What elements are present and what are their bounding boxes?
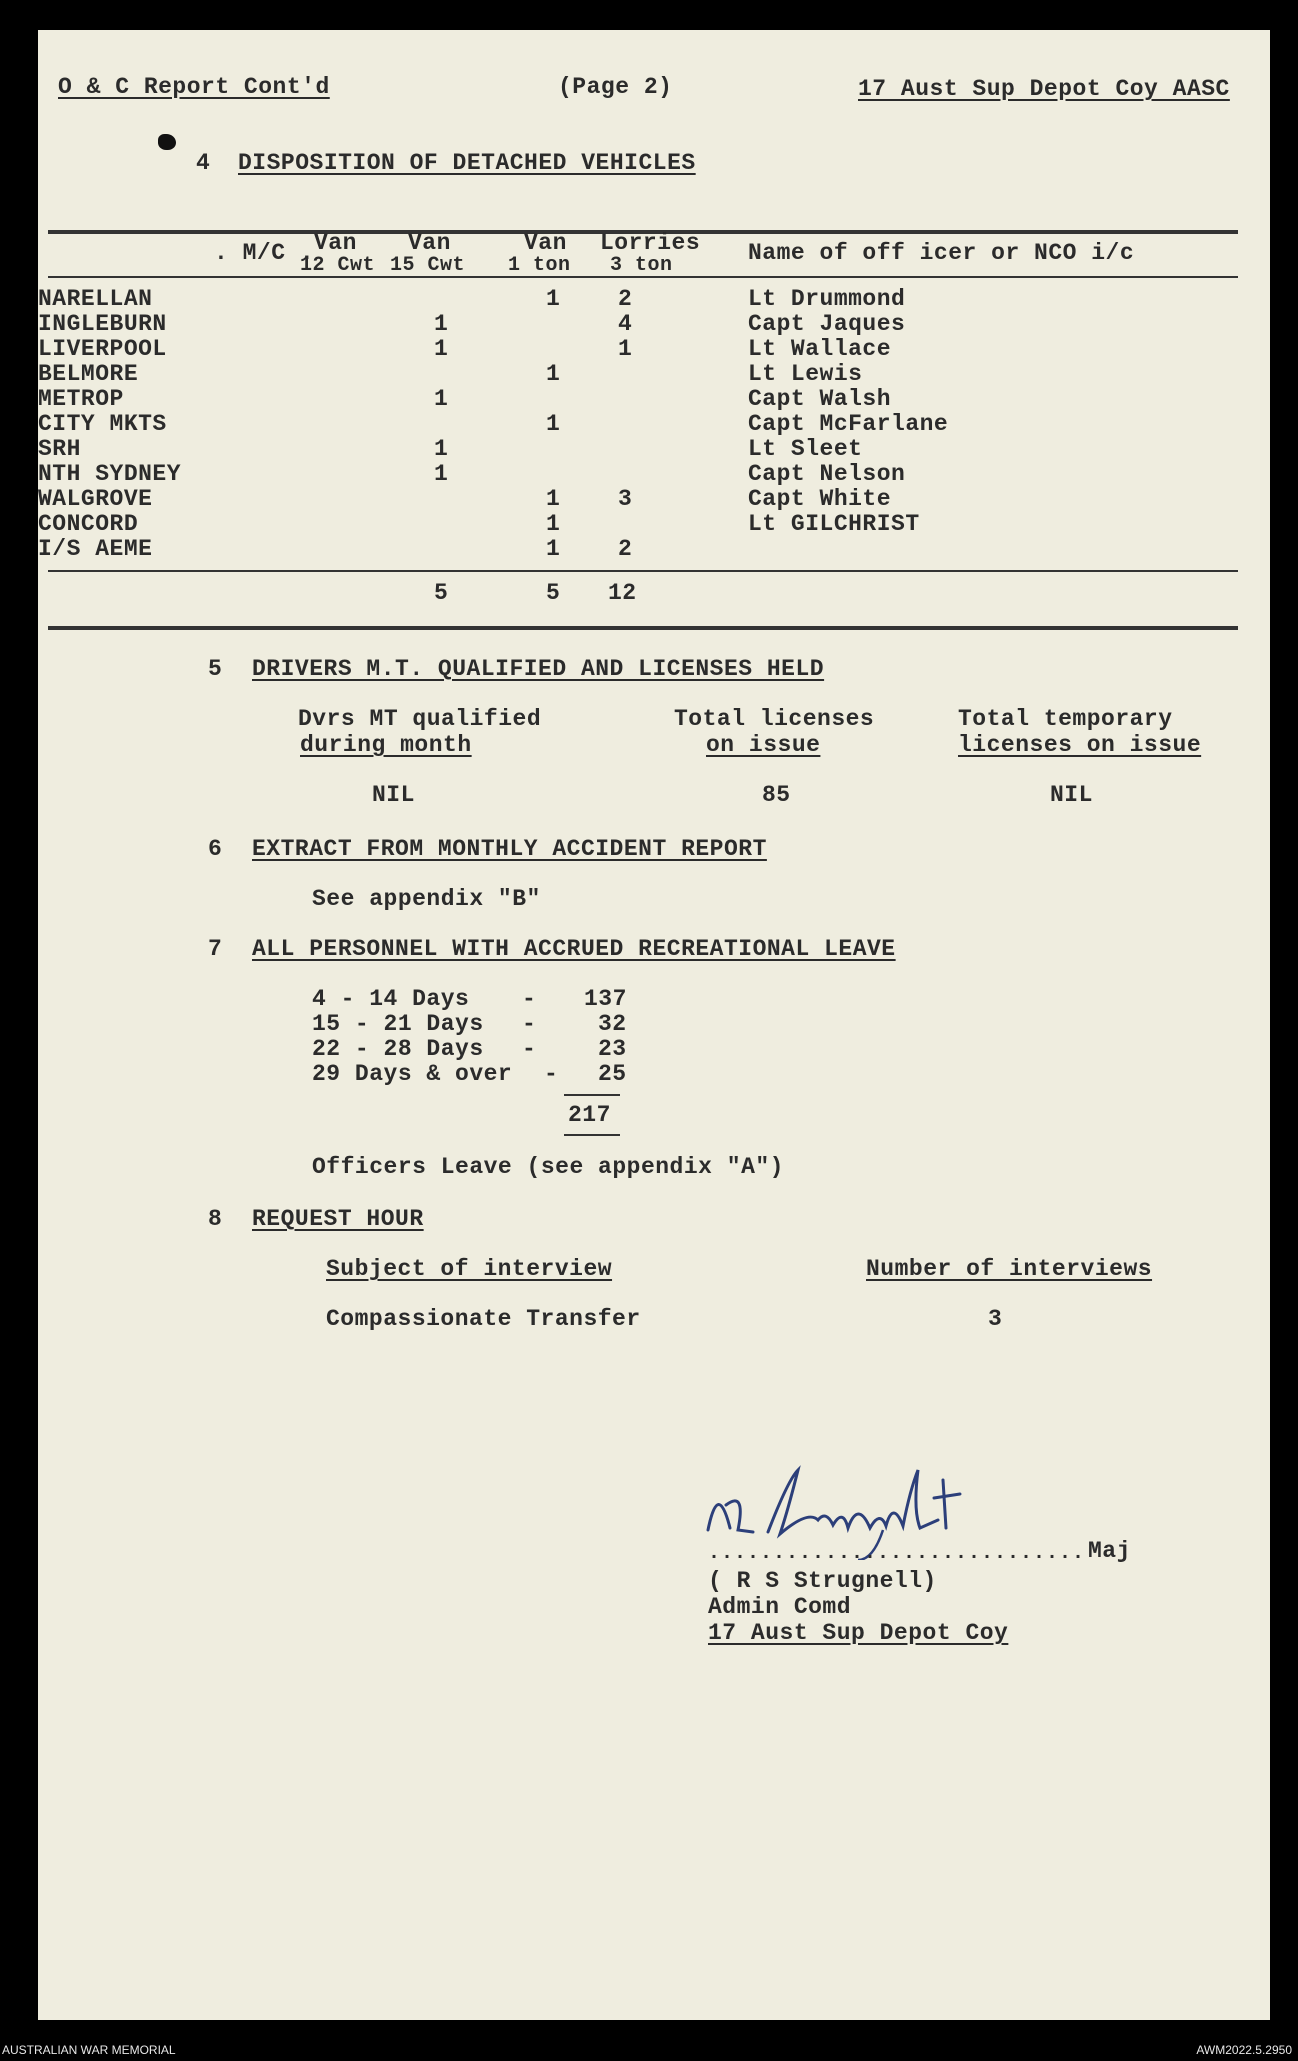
section6-text: See appendix "B" <box>312 886 541 912</box>
archive-reference: AWM2022.5.2950 <box>1196 2043 1292 2057</box>
interview-count-label: Number of interviews <box>866 1256 1153 1282</box>
section7-number: 7 <box>208 936 223 962</box>
row-lorries: 1 <box>618 336 633 362</box>
section7-title: ALL PERSONNEL WITH ACCRUED RECREATIONAL LEAVE <box>252 936 896 962</box>
col-van15-top: Van <box>408 230 451 256</box>
section5-number: 5 <box>208 656 223 682</box>
leave-row-dash: - <box>544 1061 559 1087</box>
archive-credit: AUSTRALIAN WAR MEMORIAL <box>2 2043 176 2057</box>
header-page: (Page 2) <box>558 74 673 100</box>
row-van1: 1 <box>546 511 561 537</box>
col-mc: . M/C . <box>214 240 315 266</box>
drivers-qualified-value: NIL <box>372 782 415 808</box>
row-officer: Lt Sleet <box>748 436 863 462</box>
row-van1: 1 <box>546 411 561 437</box>
section6-title: EXTRACT FROM MONTHLY ACCIDENT REPORT <box>252 836 767 862</box>
row-officer: Capt Nelson <box>748 461 906 487</box>
leave-row-value: 23 <box>598 1036 627 1062</box>
temp-licenses-value: NIL <box>1050 782 1093 808</box>
total-licenses-value: 85 <box>762 782 791 808</box>
document-page <box>38 30 1270 2020</box>
signatory-name: ( R S Strugnell) <box>708 1568 937 1594</box>
row-officer: Capt Walsh <box>748 386 892 412</box>
header-left: O & C Report Cont'd <box>58 74 330 100</box>
total-licenses-label-2: on issue <box>706 732 821 758</box>
row-van1: 1 <box>546 286 561 312</box>
punch-hole-mark <box>158 134 176 150</box>
interview-subject-label: Subject of interview <box>326 1256 613 1282</box>
header-unit: 17 Aust Sup Depot Coy AASC <box>858 76 1230 102</box>
row-officer: Capt White <box>748 486 892 512</box>
row-lorries: 2 <box>618 286 633 312</box>
section4-title: DISPOSITION OF DETACHED VEHICLES <box>238 150 696 176</box>
leave-row-dash: - <box>522 986 537 1012</box>
section8-number: 8 <box>208 1206 223 1232</box>
col-van1-top: Van <box>524 230 567 256</box>
col-van12-top: Van <box>314 230 357 256</box>
row-location: CONCORD <box>38 511 139 537</box>
leave-row-label: 15 - 21 Days <box>312 1011 484 1037</box>
row-van15: 1 <box>434 311 449 337</box>
total-licenses-label: Total licenses <box>674 706 875 732</box>
signature-rank: Maj <box>1088 1538 1131 1564</box>
leave-row-label: 22 - 28 Days <box>312 1036 484 1062</box>
row-officer: Lt Lewis <box>748 361 863 387</box>
row-officer: Lt Drummond <box>748 286 906 312</box>
row-van1: 1 <box>546 486 561 512</box>
section5-title: DRIVERS M.T. QUALIFIED AND LICENSES HELD <box>252 656 825 682</box>
leave-row-dash: - <box>522 1036 537 1062</box>
row-van15: 1 <box>434 461 449 487</box>
row-location: NARELLAN <box>38 286 153 312</box>
col-officer: Name of off icer or NCO i/c <box>748 240 1135 266</box>
row-lorries: 3 <box>618 486 633 512</box>
interview-subject-value: Compassionate Transfer <box>326 1306 641 1332</box>
col-van15-bottom: 15 Cwt <box>390 254 466 277</box>
drivers-qualified-label: Dvrs MT qualified <box>298 706 542 732</box>
row-officer: Lt GILCHRIST <box>748 511 920 537</box>
temp-licenses-label: Total temporary <box>958 706 1173 732</box>
section8-title: REQUEST HOUR <box>252 1206 424 1232</box>
total-van15: 5 <box>434 580 449 606</box>
row-lorries: 2 <box>618 536 633 562</box>
row-location: METROP <box>38 386 124 412</box>
signature-dots: ............................. <box>708 1542 1086 1565</box>
col-lorries-bottom: 3 ton <box>610 254 673 277</box>
total-lorries: 12 <box>608 580 637 606</box>
col-lorries-top: Lorries <box>600 230 701 256</box>
leave-row-label: 29 Days & over <box>312 1061 513 1087</box>
row-van15: 1 <box>434 336 449 362</box>
row-van15: 1 <box>434 436 449 462</box>
table-bottom-rule <box>48 626 1238 630</box>
row-location: LIVERPOOL <box>38 336 167 362</box>
interview-count-value: 3 <box>988 1306 1003 1332</box>
row-officer: Capt McFarlane <box>748 411 949 437</box>
row-officer: Capt Jaques <box>748 311 906 337</box>
row-lorries: 4 <box>618 311 633 337</box>
col-van1-bottom: 1 ton <box>508 254 571 277</box>
row-van1: 1 <box>546 361 561 387</box>
officers-leave-note: Officers Leave (see appendix "A") <box>312 1154 784 1180</box>
totals-rule <box>48 570 1238 572</box>
row-location: CITY MKTS <box>38 411 167 437</box>
leave-total: 217 <box>568 1102 611 1128</box>
temp-licenses-label-2: licenses on issue <box>958 732 1202 758</box>
col-van12-bottom: 12 Cwt <box>300 254 376 277</box>
row-van15: 1 <box>434 386 449 412</box>
row-officer: Lt Wallace <box>748 336 892 362</box>
section4-number: 4 <box>196 150 211 176</box>
leave-total-rule-bottom <box>564 1134 620 1136</box>
leave-row-dash: - <box>522 1011 537 1037</box>
row-location: INGLEBURN <box>38 311 167 337</box>
signatory-unit: 17 Aust Sup Depot Coy <box>708 1620 1009 1646</box>
drivers-qualified-label-2: during month <box>300 732 472 758</box>
total-van1: 5 <box>546 580 561 606</box>
signatory-role: Admin Comd <box>708 1594 852 1620</box>
row-location: I/S AEME <box>38 536 153 562</box>
leave-row-value: 32 <box>598 1011 627 1037</box>
table-header-rule <box>48 276 1238 278</box>
row-location: WALGROVE <box>38 486 153 512</box>
row-location: BELMORE <box>38 361 139 387</box>
row-location: NTH SYDNEY <box>38 461 182 487</box>
row-van1: 1 <box>546 536 561 562</box>
leave-row-value: 137 <box>584 986 627 1012</box>
leave-total-rule-top <box>564 1094 620 1096</box>
leave-row-value: 25 <box>598 1061 627 1087</box>
leave-row-label: 4 - 14 Days <box>312 986 470 1012</box>
row-location: SRH <box>38 436 81 462</box>
section6-number: 6 <box>208 836 223 862</box>
